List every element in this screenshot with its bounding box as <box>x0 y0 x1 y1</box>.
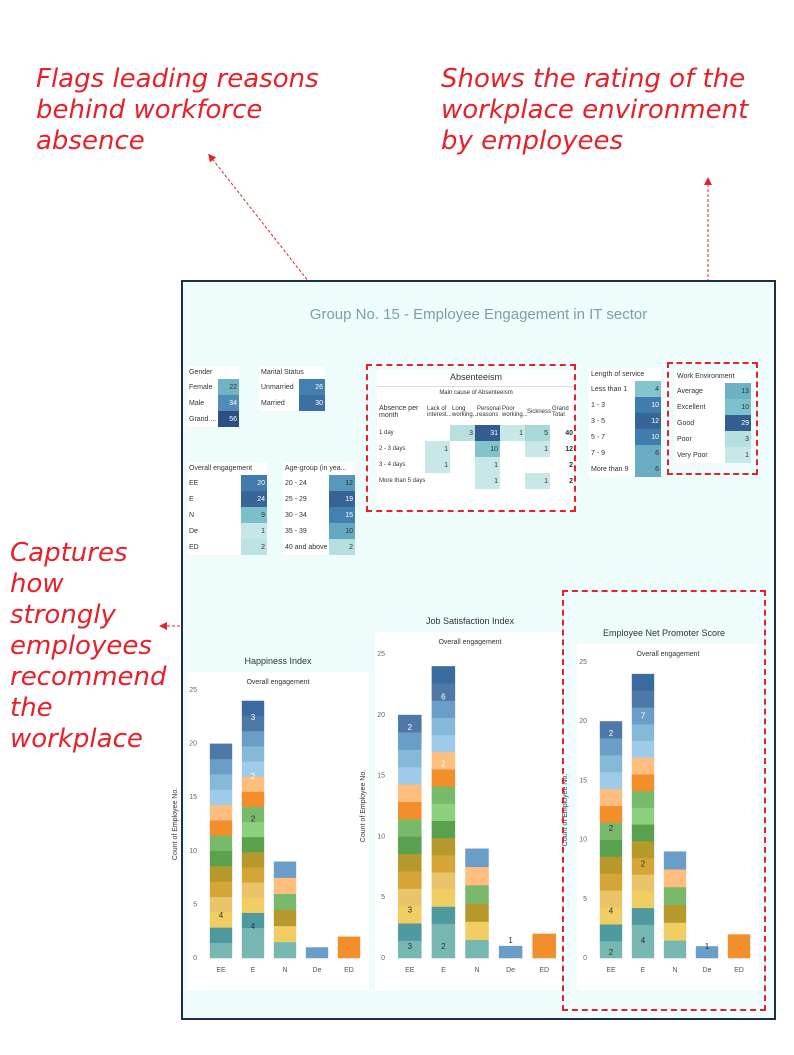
age-group-value: 2 <box>329 539 355 555</box>
bar-segment <box>242 943 264 958</box>
y-axis-label: Count of Employee No. <box>172 787 179 861</box>
highlight-nps <box>562 590 766 1011</box>
bar-data-label: 2 <box>441 759 446 769</box>
bar-segment <box>242 792 264 807</box>
x-tick-label: EE <box>216 967 226 974</box>
absence-column-header: Lack of interest... <box>427 406 452 418</box>
chart-subtitle: Overall engagement <box>636 651 700 658</box>
y-tick-label: 25 <box>377 651 385 658</box>
absence-cell: 10 <box>475 441 500 457</box>
engagement-label: EE <box>189 479 199 487</box>
service-row <box>589 397 661 413</box>
bar-segment <box>210 835 232 851</box>
bar-segment <box>499 946 523 958</box>
bar-data-label: 6 <box>441 692 446 702</box>
bar-segment <box>432 906 456 923</box>
gender-value: 22 <box>218 379 239 395</box>
absence-rowheader: Absence per month <box>379 405 419 419</box>
y-axis-label: Count of Employee No. <box>360 769 367 843</box>
environment-value: 13 <box>725 383 751 399</box>
y-tick-label: 15 <box>189 794 197 802</box>
bar-segment <box>432 769 456 786</box>
service-value: 12 <box>635 413 661 429</box>
engagement-table <box>187 462 267 555</box>
annotation-absence: Flags leading reasons behind workforce absence <box>36 64 319 156</box>
bar-data-label: 1 <box>704 942 710 952</box>
chart-title: Happiness Index <box>244 656 312 666</box>
bar-data-label: 4 <box>608 906 614 916</box>
service-value: 4 <box>635 381 661 397</box>
bar-segment <box>306 947 328 958</box>
gender-header: Gender <box>189 369 213 376</box>
bar-segment <box>432 889 456 906</box>
bar-segment <box>398 802 422 820</box>
service-row <box>589 429 661 445</box>
gender-row <box>187 395 239 411</box>
bar-segment <box>465 940 489 959</box>
absence-cell: 1 <box>525 473 550 489</box>
dashboard-title: Group No. 15 - Employee Engagement in IT sector <box>309 306 648 323</box>
bar-segment <box>242 837 264 852</box>
highlight-absenteeism <box>366 364 576 512</box>
absence-cell: 1 <box>425 457 450 473</box>
absence-column-header: Long working... <box>452 406 478 418</box>
job-satisfaction-chart <box>360 610 565 990</box>
absence-cell: 12 <box>565 445 573 453</box>
bar-data-label: 4 <box>218 911 224 921</box>
service-label: 3 - 5 <box>591 417 606 425</box>
bar-segment <box>432 838 456 855</box>
service-value: 10 <box>635 429 661 445</box>
bar-segment <box>210 943 232 959</box>
bar-segment <box>432 735 456 752</box>
bar-segment <box>210 820 232 836</box>
bar-segment <box>398 784 422 802</box>
x-tick-label: De <box>312 967 322 974</box>
absence-cell: 1 <box>425 441 450 457</box>
marital-value: 26 <box>299 379 325 395</box>
bar-data-label: 2 <box>608 823 614 833</box>
absence-cell: 1 <box>500 425 525 441</box>
bar-segment <box>210 927 232 943</box>
gender-value: 56 <box>218 411 239 427</box>
bar-data-label: 2 <box>441 941 446 951</box>
marital-row <box>259 395 325 411</box>
annotation-nps: Captures how strongly employees recommend the workplace <box>10 538 167 754</box>
bar-segment <box>432 666 456 683</box>
engagement-value: 24 <box>241 491 267 507</box>
bar-data-label: 2 <box>250 814 256 824</box>
y-tick-label: 15 <box>377 772 385 780</box>
engagement-label: E <box>189 495 194 503</box>
service-row <box>589 461 661 477</box>
chart-subtitle: Overall engagement <box>246 679 310 686</box>
age-group-row <box>283 539 355 555</box>
service-label: Less than 1 <box>591 385 628 393</box>
chart-title: Employee Net Promoter Score <box>602 628 726 638</box>
bar-segment <box>274 926 296 942</box>
x-tick-label: EE <box>405 967 415 974</box>
absence-cell: 40 <box>565 429 573 437</box>
bar-segment <box>465 885 489 904</box>
x-tick-label: E <box>640 967 646 974</box>
age-group-row <box>283 475 355 491</box>
environment-label: Average <box>677 387 703 395</box>
marital-value: 30 <box>299 395 325 411</box>
bar-segment <box>274 942 296 958</box>
absence-cell: 2 <box>569 477 573 485</box>
environment-value: 3 <box>725 431 751 447</box>
bar-data-label: 2 <box>608 948 614 958</box>
x-tick-label: N <box>282 967 288 974</box>
absenteeism-title: Absenteeism <box>377 370 575 387</box>
age-header: Age-group (in yea... <box>285 465 347 472</box>
bar-data-label: 2 <box>608 729 614 739</box>
service-row <box>589 413 661 429</box>
x-tick-label: De <box>702 967 712 974</box>
bar-data-label: 3 <box>407 905 413 915</box>
bar-segment <box>338 937 360 959</box>
absenteeism-subheader: Main cause of Absenteeism <box>439 390 513 396</box>
bar-segment <box>465 849 489 868</box>
chart-title: Job Satisfaction Index <box>425 616 515 626</box>
engagement-row <box>187 507 267 523</box>
marital-status-table <box>259 366 325 411</box>
y-axis-label: Count of Employee No. <box>562 773 569 847</box>
bar-segment <box>210 805 232 821</box>
environment-header: Work Environment <box>677 373 735 380</box>
bar-data-label: 2 <box>250 771 256 781</box>
bar-data-label: 4 <box>250 921 256 931</box>
engagement-row <box>187 539 267 555</box>
bar-segment <box>398 732 422 750</box>
engagement-row <box>187 475 267 491</box>
x-tick-label: EE <box>606 967 616 974</box>
bar-segment <box>210 759 232 775</box>
bar-segment <box>242 867 264 882</box>
bar-segment <box>432 803 456 820</box>
y-tick-label: 5 <box>381 894 385 902</box>
environment-label: Poor <box>677 435 692 443</box>
marital-label: Unmarried <box>261 383 294 391</box>
engagement-value: 1 <box>241 523 267 539</box>
x-tick-label: E <box>250 967 256 974</box>
age-group-table <box>283 462 355 555</box>
bar-segment <box>432 786 456 803</box>
y-tick-label: 10 <box>377 833 385 841</box>
absence-cell: 31 <box>475 425 500 441</box>
absence-cell: 1 <box>475 457 500 473</box>
bar-segment <box>398 750 422 768</box>
environment-label: Good <box>677 419 695 427</box>
x-tick-label: E <box>441 967 446 974</box>
engagement-label: ED <box>189 543 199 551</box>
age-group-label: 30 - 34 <box>285 511 307 519</box>
bar-segment <box>242 852 264 867</box>
bar-segment <box>432 718 456 735</box>
engagement-value: 9 <box>241 507 267 523</box>
bar-segment <box>398 889 422 907</box>
y-tick-label: 10 <box>579 836 587 844</box>
bar-segment <box>210 866 232 882</box>
highlight-work-environment <box>667 362 758 475</box>
bar-segment <box>465 922 489 941</box>
x-tick-label: De <box>506 967 516 974</box>
x-tick-label: ED <box>539 967 550 974</box>
engagement-row <box>187 523 267 539</box>
absence-column-header: Grand Total <box>552 406 569 418</box>
service-label: 1 - 3 <box>591 401 606 409</box>
y-tick-label: 15 <box>579 777 587 785</box>
bar-segment <box>274 862 296 878</box>
length-of-service-table <box>589 368 661 477</box>
x-tick-label: ED <box>344 967 354 974</box>
gender-table <box>187 366 239 427</box>
absence-cell: 3 <box>450 425 475 441</box>
bar-segment <box>274 878 296 894</box>
happiness-index-chart <box>172 650 369 990</box>
gender-value: 34 <box>218 395 239 411</box>
environment-label: Very Poor <box>677 451 708 459</box>
service-value: 10 <box>635 397 661 413</box>
bar-segment <box>432 700 456 717</box>
bar-segment <box>210 851 232 867</box>
age-group-row <box>283 507 355 523</box>
bar-segment <box>242 897 264 912</box>
engagement-label: N <box>189 511 195 519</box>
gender-row <box>187 411 239 427</box>
bar-segment <box>242 822 264 837</box>
bar-data-label: 2 <box>407 722 413 732</box>
y-tick-label: 25 <box>189 687 197 694</box>
age-group-value: 10 <box>329 523 355 539</box>
absence-cell: 1 <box>525 441 550 457</box>
y-tick-label: 20 <box>579 718 587 726</box>
bar-segment <box>432 855 456 872</box>
bar-segment <box>432 821 456 838</box>
y-tick-label: 25 <box>579 659 587 666</box>
bar-segment <box>398 923 422 941</box>
service-header: Length of service <box>591 371 645 378</box>
service-value: 6 <box>635 445 661 461</box>
y-tick-label: 0 <box>381 955 385 962</box>
service-value: 6 <box>635 461 661 477</box>
absence-row-label: More than 5 days <box>379 478 426 484</box>
marital-row <box>259 379 325 395</box>
bar-data-label: 4 <box>640 936 646 946</box>
age-group-row <box>283 523 355 539</box>
bar-data-label: 1 <box>508 935 513 945</box>
absence-row-label: 3 - 4 days <box>379 462 406 468</box>
gender-row <box>187 379 239 395</box>
engagement-header: Overall engagement <box>189 465 253 472</box>
bar-segment <box>465 867 489 886</box>
bar-data-label: 3 <box>250 712 256 722</box>
age-group-value: 12 <box>329 475 355 491</box>
bar-segment <box>274 894 296 910</box>
service-row <box>589 381 661 397</box>
bar-segment <box>398 871 422 889</box>
engagement-row <box>187 491 267 507</box>
age-group-label: 20 - 24 <box>285 479 307 487</box>
absence-cell: 2 <box>569 461 573 469</box>
y-tick-label: 20 <box>377 711 385 719</box>
y-tick-label: 20 <box>189 740 197 748</box>
service-label: More than 9 <box>591 465 629 473</box>
annotation-environment: Shows the rating of the workplace environment by employees <box>441 64 749 156</box>
bar-segment <box>432 924 456 941</box>
age-group-label: 40 and above <box>285 543 328 551</box>
absence-row-label: 2 - 3 days <box>379 446 406 452</box>
engagement-label: De <box>189 527 198 535</box>
bar-segment <box>210 774 232 790</box>
age-group-value: 19 <box>329 491 355 507</box>
y-tick-label: 0 <box>193 955 197 962</box>
bar-data-label: 7 <box>640 711 646 721</box>
age-group-label: 25 - 29 <box>285 495 307 503</box>
service-label: 7 - 9 <box>591 449 606 457</box>
absence-cell: 1 <box>475 473 500 489</box>
y-tick-label: 0 <box>583 955 587 962</box>
bar-segment <box>432 872 456 889</box>
y-tick-label: 5 <box>583 895 587 903</box>
environment-value: 10 <box>725 399 751 415</box>
y-tick-label: 5 <box>193 901 197 909</box>
bar-segment <box>465 903 489 922</box>
gender-label: Grand ... <box>189 415 217 423</box>
bar-segment <box>398 836 422 854</box>
bar-segment <box>242 746 264 761</box>
absence-column-header: Poor working... <box>502 406 528 418</box>
bar-segment <box>242 882 264 897</box>
bar-data-label: 2 <box>640 859 646 869</box>
bar-segment <box>532 934 556 959</box>
gender-label: Female <box>189 383 213 391</box>
bar-data-label: 3 <box>407 941 413 951</box>
gender-label: Male <box>189 399 205 407</box>
service-label: 5 - 7 <box>591 433 606 441</box>
bar-segment <box>210 881 232 897</box>
x-tick-label: N <box>672 967 678 974</box>
age-group-label: 35 - 39 <box>285 527 307 535</box>
bar-segment <box>242 731 264 746</box>
age-group-value: 15 <box>329 507 355 523</box>
chart-subtitle: Overall engagement <box>438 639 502 646</box>
environment-value: 1 <box>725 447 751 463</box>
absence-row-label: 1 day <box>379 430 394 436</box>
x-tick-label: N <box>474 967 480 974</box>
bar-segment <box>210 790 232 806</box>
bar-segment <box>274 910 296 926</box>
bar-segment <box>398 854 422 872</box>
service-row <box>589 445 661 461</box>
marital-header: Marital Status <box>261 369 304 376</box>
absence-cell: 5 <box>525 425 550 441</box>
environment-value: 29 <box>725 415 751 431</box>
bar-segment <box>210 897 232 913</box>
bar-segment <box>398 819 422 837</box>
absence-column-header: Personal reasons <box>477 406 501 418</box>
marital-label: Married <box>261 399 285 407</box>
absence-column-header: Sickness <box>527 409 552 415</box>
bar-segment <box>398 767 422 785</box>
y-tick-label: 10 <box>189 847 197 855</box>
bar-segment <box>210 744 232 760</box>
age-group-row <box>283 491 355 507</box>
engagement-value: 2 <box>241 539 267 555</box>
environment-label: Excellent <box>677 403 706 411</box>
engagement-value: 20 <box>241 475 267 491</box>
x-tick-label: ED <box>734 967 744 974</box>
